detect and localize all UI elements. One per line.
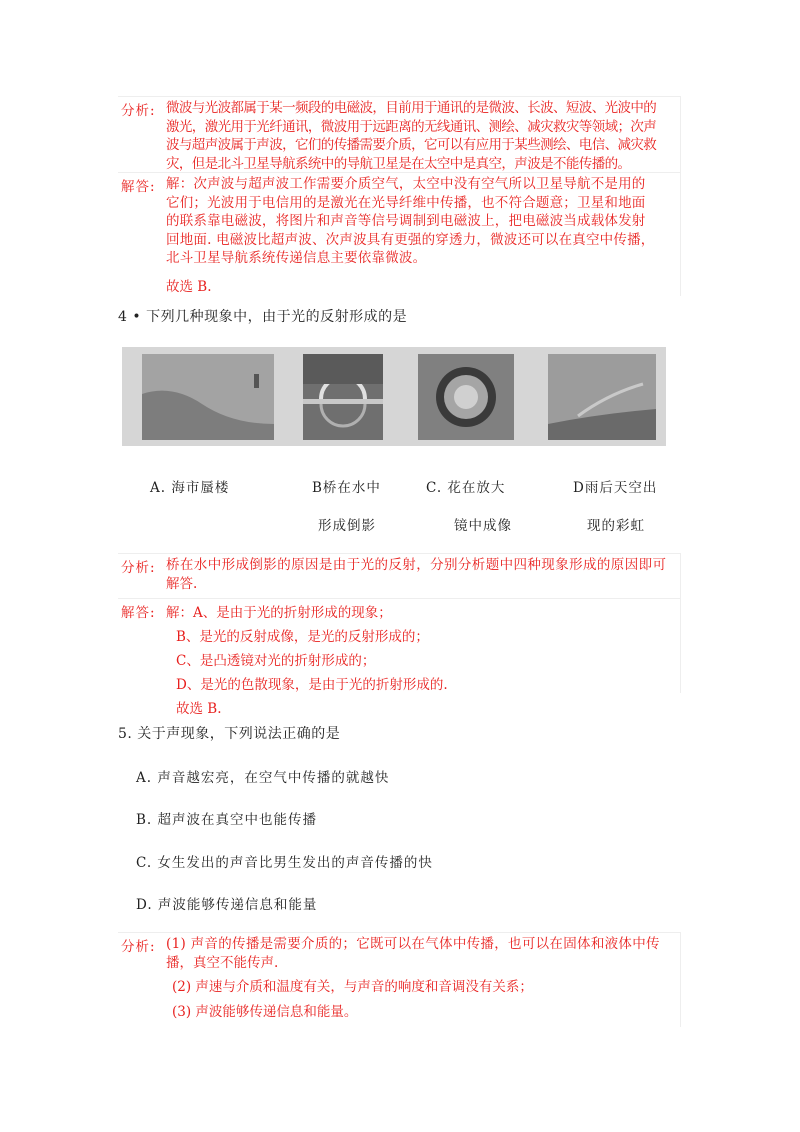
text-line: B、是光的反射成像，是光的反射形成的； bbox=[176, 629, 429, 645]
q4-option-d bbox=[573, 476, 673, 534]
rainbow-photo bbox=[548, 354, 656, 440]
mirage-photo bbox=[142, 354, 274, 440]
text-line: (1) 声音的传播是需要介质的；它既可以在气体中传播，也可以在固体和液体中传 bbox=[166, 936, 660, 952]
option-line: C. 花在放大 bbox=[426, 480, 506, 496]
text-line: 解：次声波与超声波工作需要介质空气，太空中没有空气所以卫星导航不是用的 bbox=[166, 176, 646, 192]
q4-analysis-text bbox=[166, 556, 686, 593]
q5-option-c: C. 女生发出的声音比男生发出的声音传播的快 bbox=[136, 855, 433, 871]
text-line: 灾，但是北斗卫星导航系统中的导航卫星是在太空中是真空，声波是不能传播的。 bbox=[166, 155, 631, 172]
q3-answer-text bbox=[166, 175, 686, 268]
q3-analysis-label: 分析: bbox=[121, 103, 156, 119]
q5-option-b: B. 超声波在真空中也能传播 bbox=[136, 812, 318, 828]
text-line: 播，真空不能传声. bbox=[166, 954, 279, 971]
text-line: 它们；光波用于电信用的是激光在光导纤维中传播，也不符合题意；卫星和地面 bbox=[166, 194, 646, 211]
text-line: 桥在水中形成倒影的原因是由于光的反射，分别分析题中四种现象形成的原因即可 bbox=[166, 557, 667, 573]
q4-answer-text bbox=[166, 601, 686, 721]
q3-analysis-text bbox=[166, 99, 686, 173]
text-line: 故选 B. bbox=[176, 701, 222, 717]
option-line: B桥在水中 bbox=[312, 480, 381, 496]
text-line: 激光，激光用于光纤通讯，微波用于远距离的无线通讯、测绘、减灾救灾等领域；次声 bbox=[166, 118, 657, 135]
text-line: 的联系靠电磁波，将图片和声音等信号调制到电磁波上，把电磁波当成载体发射 bbox=[166, 213, 646, 229]
option-line: D雨后天空出 bbox=[573, 480, 658, 496]
q5-stem: 5. 关于声现象，下列说法正确的是 bbox=[118, 726, 341, 742]
q5-option-d: D. 声波能够传递信息和能量 bbox=[136, 897, 318, 913]
q3-conclusion: 故选 B. bbox=[166, 279, 212, 295]
text-line: 回地面. 电磁波比超声波、次声波具有更强的穿透力，微波还可以在真空中传播， bbox=[166, 231, 655, 248]
q4-option-b bbox=[312, 476, 392, 534]
q4-answer-label: 解答: bbox=[121, 605, 156, 621]
bridge-photo bbox=[303, 354, 383, 440]
q5-analysis-text bbox=[166, 935, 686, 1021]
option-line: 现的彩虹 bbox=[587, 518, 645, 534]
q4-option-c bbox=[426, 476, 526, 534]
text-line: 微波与光波都属于某一频段的电磁波，目前用于通讯的是微波、长波、短波、光波中的 bbox=[166, 100, 657, 116]
text-line: 北斗卫星导航系统传递信息主要依靠微波。 bbox=[166, 250, 427, 266]
q4-stem: 4 • 下列几种现象中，由于光的反射形成的是 bbox=[118, 309, 408, 325]
q4-analysis-label: 分析: bbox=[121, 560, 156, 576]
option-line: 镜中成像 bbox=[454, 518, 512, 534]
q5-option-a: A. 声音越宏亮，在空气中传播的就越快 bbox=[136, 770, 390, 786]
q4-option-a bbox=[150, 476, 229, 496]
magnifier-photo bbox=[418, 354, 514, 440]
text-line: C、是凸透镜对光的折射形成的； bbox=[176, 653, 376, 669]
text-line: (3) 声波能够传递信息和能量。 bbox=[172, 1003, 358, 1020]
text-line: 解答. bbox=[166, 575, 198, 592]
text-line: (2) 声速与介质和温度有关，与声音的响度和音调没有关系； bbox=[172, 979, 533, 995]
option-line: A. 海市蜃楼 bbox=[150, 480, 230, 496]
text-line: D、是光的色散现象，是由于光的折射形成的. bbox=[176, 677, 448, 693]
q4-photo-strip bbox=[122, 347, 666, 446]
text-line: 波与超声波属于声波，它们的传播需要介质，它可以有应用于某些测绘、电信、减灾救 bbox=[166, 137, 657, 153]
option-line: 形成倒影 bbox=[318, 518, 376, 534]
text-line: 解：A、是由于光的折射形成的现象； bbox=[166, 605, 392, 621]
q3-answer-label: 解答: bbox=[121, 179, 156, 195]
q5-analysis-label: 分析: bbox=[121, 939, 156, 955]
